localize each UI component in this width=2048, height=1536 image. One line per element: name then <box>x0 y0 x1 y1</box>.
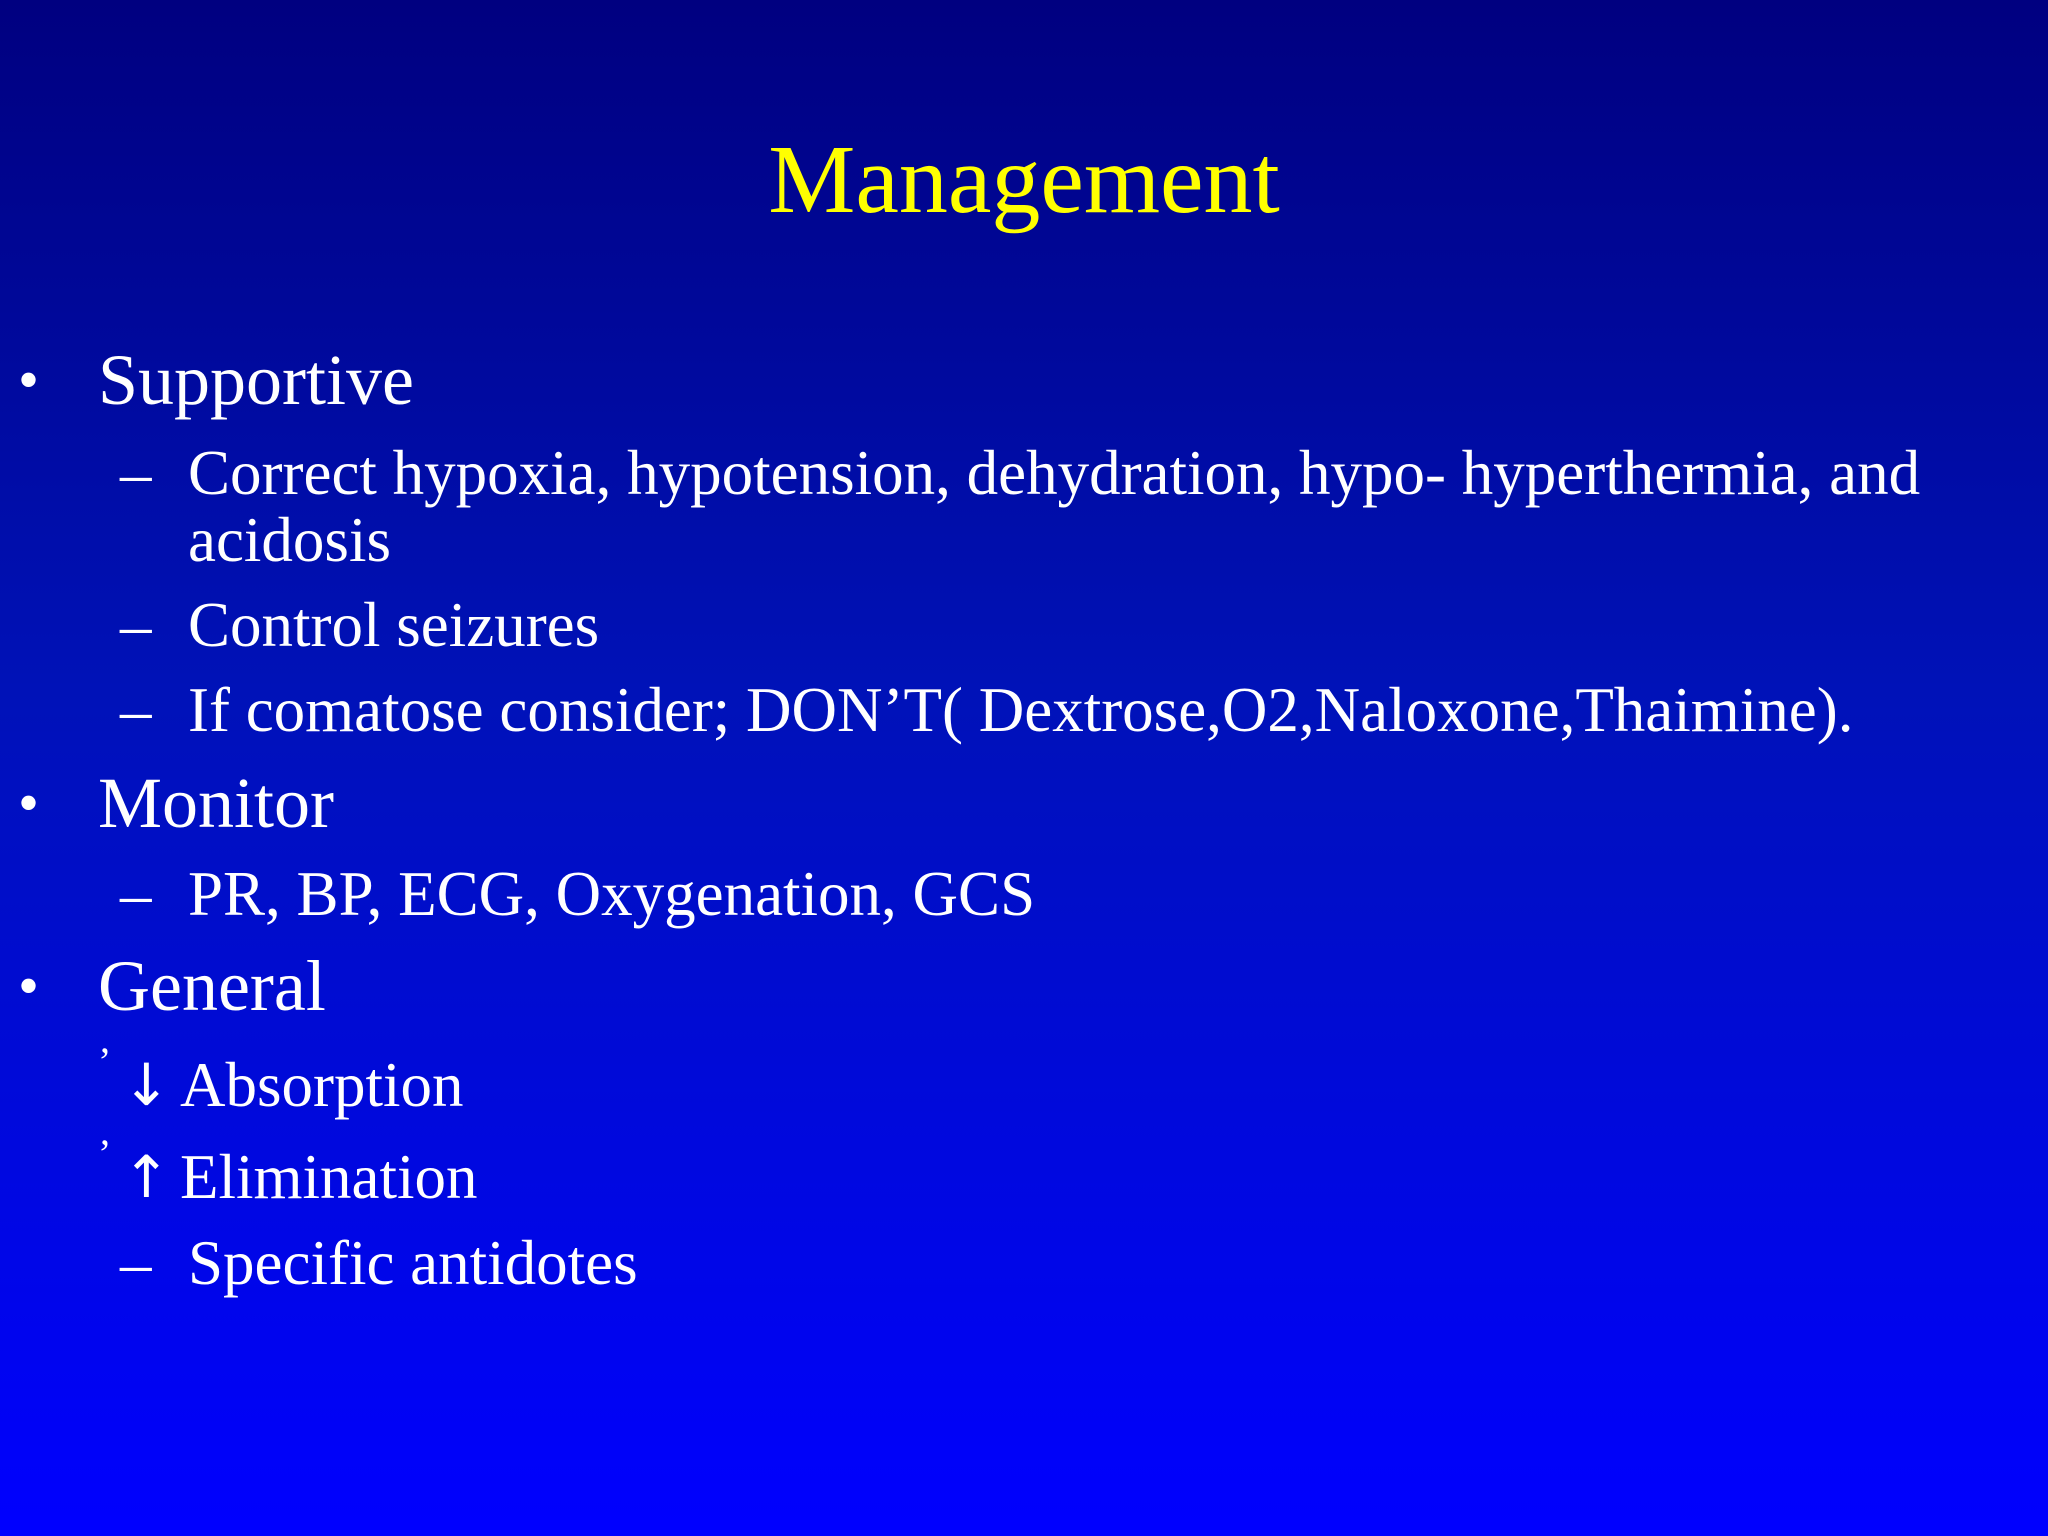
dash-marker: – <box>120 1228 152 1298</box>
slide-title: Management <box>768 126 1280 234</box>
bullet-label: General <box>98 946 326 1026</box>
arrow-down-icon: ↓ <box>122 1051 171 1119</box>
dash-marker: – <box>120 675 152 745</box>
bullet-marker: • <box>18 347 40 413</box>
bullet-label: Supportive <box>98 340 414 420</box>
sub-item-text: Elimination <box>180 1142 478 1212</box>
apostrophe-marker: ’ <box>98 1131 112 1176</box>
bullet-marker: • <box>18 953 40 1019</box>
sub-item-text: acidosis <box>188 505 391 575</box>
dash-marker: – <box>120 859 152 929</box>
bullet-label: Monitor <box>98 763 335 843</box>
apostrophe-marker: ’ <box>98 1039 112 1084</box>
sub-item-text: Specific antidotes <box>188 1228 638 1298</box>
arrow-up-icon: ↑ <box>122 1143 171 1211</box>
dash-marker: – <box>120 438 152 508</box>
sub-item-text: If comatose consider; DON’T( Dextrose,O2,Naloxone,Thaimine). <box>188 675 1854 745</box>
dash-marker: – <box>120 590 152 660</box>
sub-item-text: PR, BP, ECG, Oxygenation, GCS <box>188 859 1036 929</box>
bullet-marker: • <box>18 770 40 836</box>
sub-item-text: Correct hypoxia, hypotension, dehydration, hypo- hyperthermia, and <box>188 438 1921 508</box>
sub-item-text: Control seizures <box>188 590 600 660</box>
sub-item-text: Absorption <box>180 1050 464 1120</box>
